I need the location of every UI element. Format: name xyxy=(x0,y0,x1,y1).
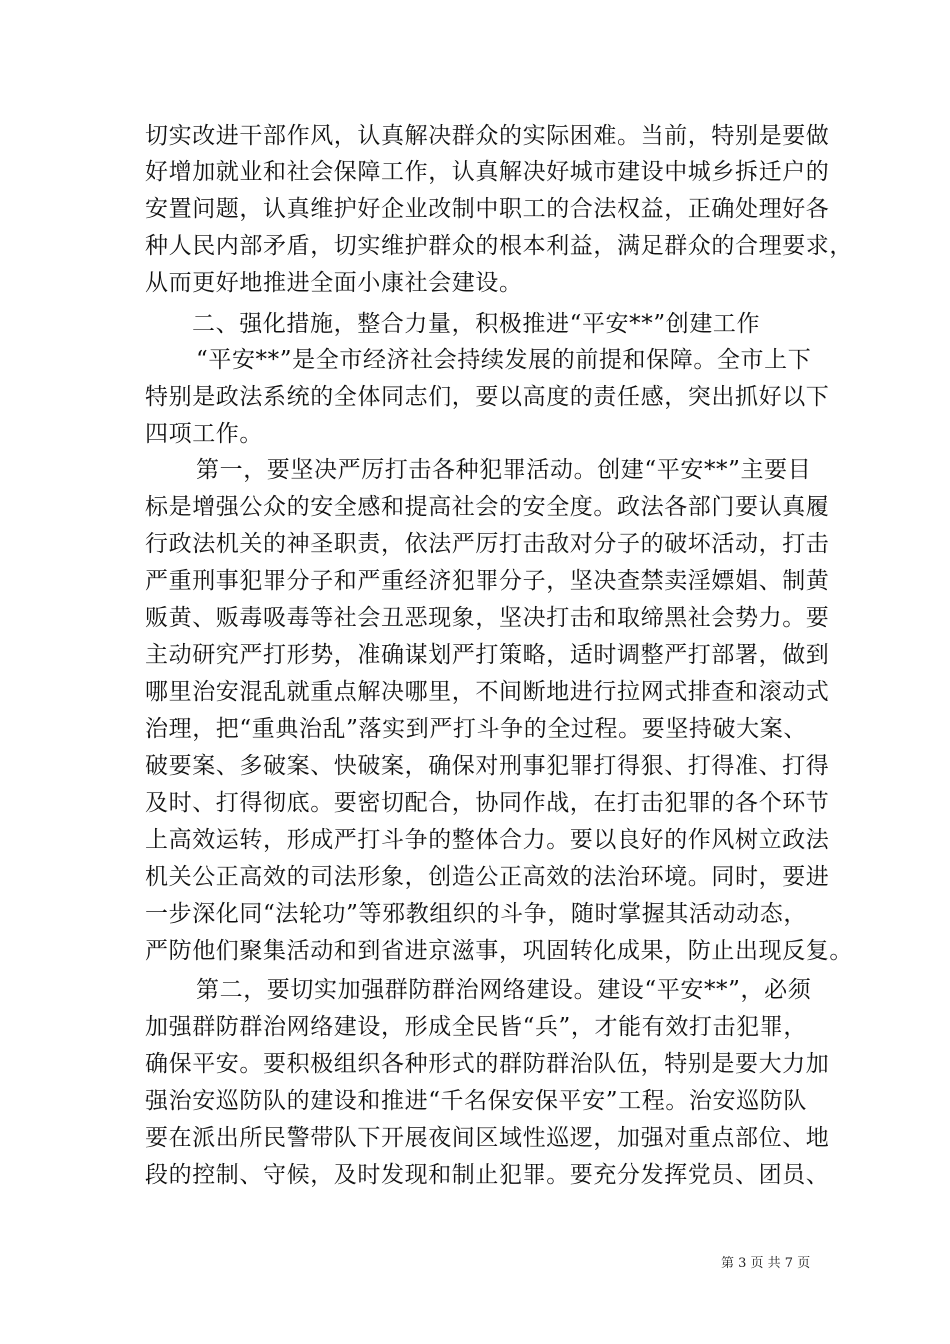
text-line: 标是增强公众的安全感和提高社会的安全度。政法各部门要认真履 xyxy=(145,494,830,520)
text-line: 治理，把“重典治乱”落实到严打斗争的全过程。要坚持破大案、 xyxy=(145,716,807,742)
text-line: 及时、打得彻底。要密切配合，协同作战，在打击犯罪的各个环节 xyxy=(145,790,830,816)
text-line: 机关公正高效的司法形象，创造公正高效的法治环境。同时，要进 xyxy=(145,864,830,890)
text-line: 一步深化同“法轮功”等邪教组织的斗争，随时掌握其活动动态， xyxy=(145,901,807,927)
text-line: 上高效运转，形成严打斗争的整体合力。要以良好的作风树立政法 xyxy=(145,827,830,853)
page-number: 第 3 页 共 7 页 xyxy=(721,1256,811,1271)
text-line: 破要案、多破案、快破案，确保对刑事犯罪打得狠、打得准、打得 xyxy=(145,753,830,779)
text-line: 主动研究严打形势，准确谋划严打策略，适时调整严打部署，做到 xyxy=(145,642,830,668)
text-line: 严防他们聚集活动和到省进京滋事，巩固转化成果，防止出现反复。 xyxy=(145,938,853,964)
text-line: 严重刑事犯罪分子和严重经济犯罪分子，坚决查禁卖淫嫖娼、制黄 xyxy=(145,568,830,594)
text-line: 贩黄、贩毒吸毒等社会丑恶现象，坚决打击和取缔黑社会势力。要 xyxy=(145,605,830,631)
text-line: 从而更好地推进全面小康社会建设。 xyxy=(145,270,523,296)
text-line: 四项工作。 xyxy=(145,421,263,447)
text-line: 切实改进干部作风，认真解决群众的实际困难。当前，特别是要做 xyxy=(145,123,830,149)
text-line: 段的控制、守候，及时发现和制止犯罪。要充分发挥党员、团员、 xyxy=(145,1162,830,1188)
text-line: 特别是政法系统的全体同志们，要以高度的责任感，突出抓好以下 xyxy=(145,384,830,410)
text-line: 行政法机关的神圣职责，依法严厉打击敌对分子的破坏活动，打击 xyxy=(145,531,830,557)
paragraph-start: 第一，要坚决严厉打击各种犯罪活动。创建“平安**”主要目 xyxy=(196,457,812,483)
text-line: 好增加就业和社会保障工作，认真解决好城市建设中城乡拆迁户的 xyxy=(145,159,830,185)
text-line: 种人民内部矛盾，切实维护群众的根本利益，满足群众的合理要求， xyxy=(145,233,853,259)
paragraph-start: 第二，要切实加强群防群治网络建设。建设“平安**”，必须 xyxy=(196,977,812,1003)
section-heading: 二、强化措施，整合力量，积极推进“平安**”创建工作 xyxy=(192,311,761,337)
text-line: 加强群防群治网络建设，形成全民皆“兵”，才能有效打击犯罪， xyxy=(145,1014,807,1040)
text-line: 确保平安。要积极组织各种形式的群防群治队伍，特别是要大力加 xyxy=(145,1051,830,1077)
paragraph-start: “平安**”是全市经济社会持续发展的前提和保障。全市上下 xyxy=(196,347,812,373)
text-line: 安置问题，认真维护好企业改制中职工的合法权益，正确处理好各 xyxy=(145,196,830,222)
text-line: 要在派出所民警带队下开展夜间区域性巡逻，加强对重点部位、地 xyxy=(145,1125,830,1151)
text-line: 强治安巡防队的建设和推进“千名保安保平安”工程。治安巡防队 xyxy=(145,1088,807,1114)
text-line: 哪里治安混乱就重点解决哪里，不间断地进行拉网式排查和滚动式 xyxy=(145,679,830,705)
